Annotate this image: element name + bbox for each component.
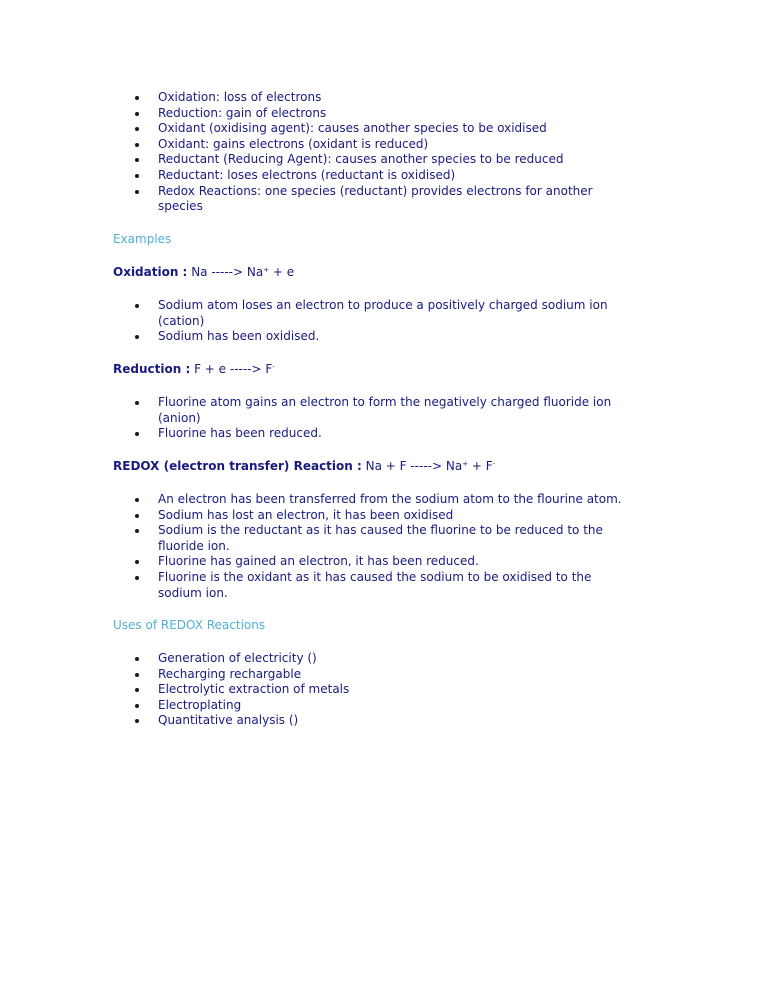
list-item: Reductant (Reducing Agent): causes another species to be reduced	[0, 152, 638, 168]
list-item: Oxidant (oxidising agent): causes another species to be oxidised	[0, 121, 638, 137]
redox-sup-2: -	[492, 460, 496, 468]
oxidation-equation	[113, 265, 294, 280]
oxidation-eq-left: Na -----> Na	[191, 265, 264, 279]
uses-list	[0, 651, 638, 729]
list-item: Quantitative analysis ()	[0, 713, 638, 729]
list-item: Redox Reactions: one species (reductant) provides electrons for another species	[0, 184, 638, 215]
list-item: Sodium has lost an electron, it has been oxidised	[0, 508, 638, 524]
redox-sup-1: +	[462, 460, 469, 468]
uses-heading: Uses of REDOX Reactions	[113, 618, 266, 632]
reduction-equation	[113, 362, 275, 377]
redox-list	[0, 492, 638, 601]
list-item: Sodium is the reductant as it has caused the fluorine to be reduced to the fluoride ion.	[0, 523, 638, 554]
list-item: Recharging rechargable	[0, 667, 638, 683]
oxidation-sup: +	[263, 266, 270, 274]
list-item: Fluorine is the oxidant as it has caused the sodium to be oxidised to the sodium ion.	[0, 570, 638, 601]
list-item: Reduction: gain of electrons	[0, 106, 638, 122]
list-item: Fluorine atom gains an electron to form the negatively charged fluoride ion (anion)	[0, 395, 638, 426]
oxidation-eq-right: + e	[269, 265, 295, 279]
redox-equation	[113, 459, 495, 474]
definitions-list	[0, 90, 638, 215]
list-item: Generation of electricity ()	[0, 651, 638, 667]
oxidation-list	[0, 298, 638, 345]
list-item: Sodium has been oxidised.	[0, 329, 638, 345]
reduction-list	[0, 395, 638, 442]
redox-eq-mid: + F	[468, 459, 493, 473]
list-item: Oxidant: gains electrons (oxidant is reduced)	[0, 137, 638, 153]
examples-heading: Examples	[113, 232, 172, 246]
list-item: Sodium atom loses an electron to produce a positively charged sodium ion (cation)	[0, 298, 638, 329]
list-item: Fluorine has been reduced.	[0, 426, 638, 442]
redox-eq-left: Na + F -----> Na	[365, 459, 463, 473]
list-item: An electron has been transferred from the sodium atom to the flourine atom.	[0, 492, 638, 508]
redox-label: REDOX (electron transfer) Reaction :	[113, 459, 362, 473]
reduction-label: Reduction :	[113, 362, 191, 376]
list-item: Electrolytic extraction of metals	[0, 682, 638, 698]
reduction-eq-left: F + e -----> F	[194, 362, 273, 376]
list-item: Oxidation: loss of electrons	[0, 90, 638, 106]
reduction-sup: -	[272, 363, 275, 371]
list-item: Electroplating	[0, 698, 638, 714]
list-item: Fluorine has gained an electron, it has been reduced.	[0, 554, 638, 570]
oxidation-label: Oxidation :	[113, 265, 188, 279]
list-item: Reductant: loses electrons (reductant is oxidised)	[0, 168, 638, 184]
